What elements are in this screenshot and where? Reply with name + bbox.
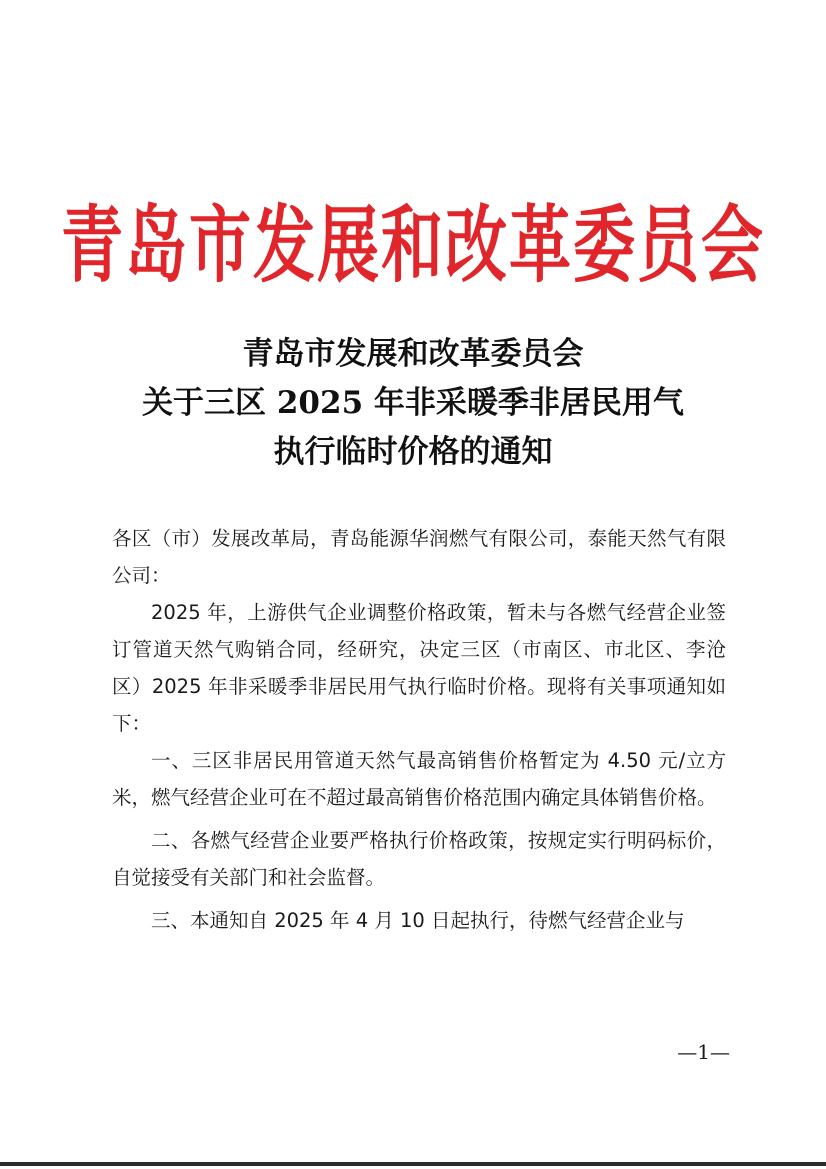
bottom-divider xyxy=(0,1162,826,1166)
issuer-red-header: 青岛市发展和改革委员会 xyxy=(60,195,765,295)
paragraph-item-2: 二、各燃气经营企业要严格执行价格政策，按规定实行明码标价，自觉接受有关部门和社会监督。 xyxy=(112,829,726,889)
title-line-2: 关于三区 2025 年非采暖季非居民用气 xyxy=(142,385,684,421)
paragraph-intro: 2025 年，上游供气企业调整价格政策，暂未与各燃气经营企业签订管道天然气购销合同，经研究，决定三区（市南区、市北区、李沧区）2025 年非采暖季非居民用气执行临时价格。现将有关事项通知如下： xyxy=(112,601,726,735)
paragraph-item-3: 三、本通知自 2025 年 4 月 10 日起执行，待燃气经营企业与 xyxy=(151,909,685,932)
title-line-3: 执行临时价格的通知 xyxy=(273,434,553,470)
title-line-1: 青岛市发展和改革委员会 xyxy=(242,336,584,372)
document-body xyxy=(112,520,726,939)
page-number: —1— xyxy=(677,1040,730,1064)
document-title xyxy=(0,330,826,477)
paragraph-item-1: 一、三区非居民用管道天然气最高销售价格暂定为 4.50 元/立方米，燃气经营企业可在不超过最高销售价格范围内确定具体销售价格。 xyxy=(112,749,726,809)
salutation: 各区（市）发展改革局，青岛能源华润燃气有限公司，泰能天然气有限公司： xyxy=(112,527,726,587)
